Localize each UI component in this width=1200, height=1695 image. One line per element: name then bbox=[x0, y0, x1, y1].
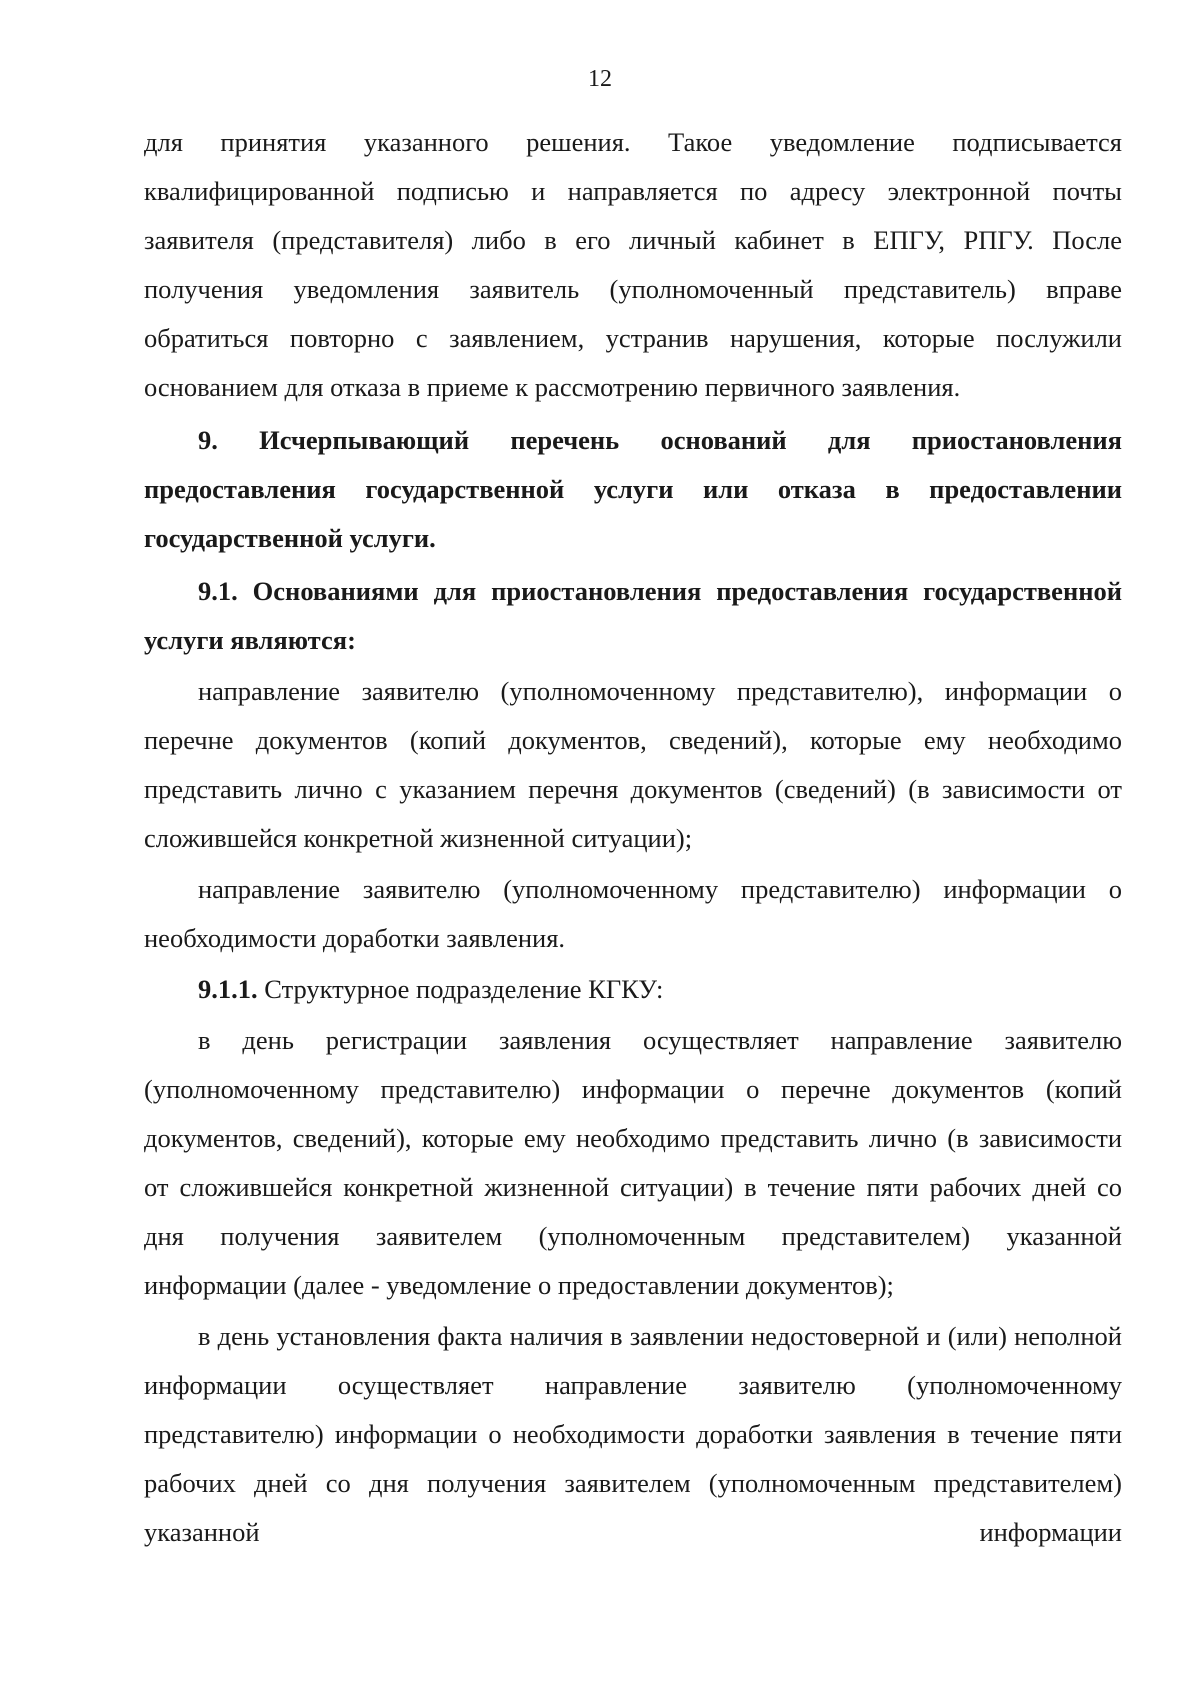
section-heading-9: 9. Исчерпывающий перечень оснований для приостановления предоставления государственной услуги или отказа в предоставлении государственной услуги. bbox=[144, 425, 1122, 553]
paragraph-notification: для принятия указанного решения. Такое уведомление подписывается квалифицированной подписью и направляется по адресу электронной почты заявителя (представителя) либо в его личный кабинет в ЕПГУ, РПГУ. После получения уведомления заявитель (уполномоченный представитель) вправе обратиться повторно с заявлением, устранив нарушения, которые послужили основанием для отказа в приеме к рассмотрению первичного заявления. bbox=[144, 127, 1122, 402]
section-number-9-1-1: 9.1.1. bbox=[198, 974, 258, 1004]
paragraph-unreliable-info: в день установления факта наличия в заявлении недостоверной и (или) неполной информации осуществляет направление заявителю (уполномоченному представителю) информации о необходимости доработки заявления в течение пяти рабочих дней со дня получения заявителем (уполномоченным представителем) указанной информации bbox=[144, 1321, 1122, 1547]
paragraph-document-list: направление заявителю (уполномоченному представителю), информации о перечне документов (копий документов, сведений), которые ему необходимо представить лично с указанием перечня документов (сведений) (в зависимости от сложившейся конкретной жизненной ситуации); bbox=[144, 676, 1122, 853]
paragraph-registration-day: в день регистрации заявления осуществляет направление заявителю (уполномоченному представителю) информации о перечне документов (копий документов, сведений), которые ему необходимо представить лично (в зависимости от сложившейся конкретной жизненной ситуации) в течение пяти рабочих дней со дня получения заявителем (уполномоченным представителем) указанной информации (далее - уведомление о предоставлении документов); bbox=[144, 1025, 1122, 1300]
section-9-1-1 bbox=[144, 965, 1122, 1014]
page-number: 12 bbox=[588, 66, 612, 92]
section-heading-9-1: 9.1. Основаниями для приостановления предоставления государственной услуги являются: bbox=[144, 576, 1122, 655]
paragraph-revision: направление заявителю (уполномоченному представителю) информации о необходимости доработки заявления. bbox=[144, 874, 1122, 953]
document-body bbox=[144, 118, 1122, 1557]
section-title-9-1-1: Структурное подразделение КГКУ: bbox=[257, 974, 664, 1004]
